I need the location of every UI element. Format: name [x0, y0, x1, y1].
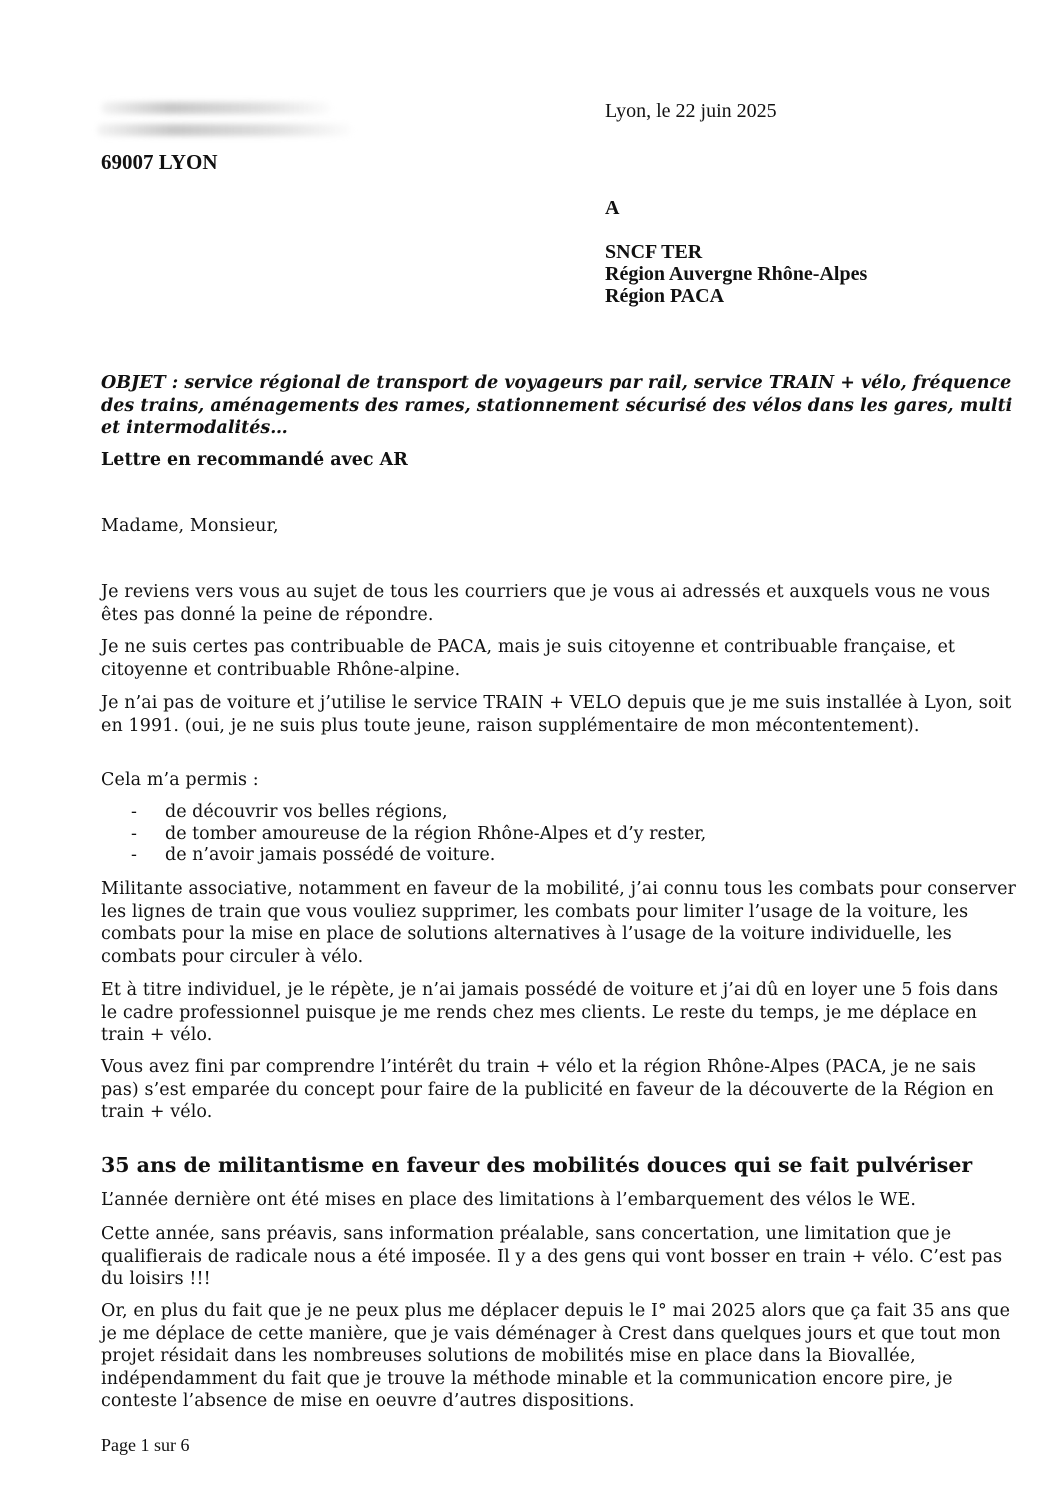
body-paragraph: Je reviens vers vous au sujet de tous les courriers que je vous ai adressés et auxquels vous ne vous êtes pas donné la peine de répondre.	[101, 582, 991, 625]
bullet-item	[101, 845, 1001, 867]
bullet-marker: -	[131, 845, 137, 865]
body-paragraph: Or, en plus du fait que je ne peux plus me déplacer depuis le I° mai 2025 alors que ça fait 35 ans que je me déplace de cette manière, que je vais déménager à Crest dans quelques jours et que tout mon projet résidait dans les nombreuses solutions de mobilités mise en place dans la Biovallée, indépendamment du fait que je trouve la méthode minable et la communication encore pire, je conteste l’absence de mise en oeuvre d’autres dispositions.	[101, 1301, 1011, 1411]
sender-city: 69007 LYON	[101, 150, 218, 174]
recipient-line: SNCF TER	[605, 241, 703, 263]
body-paragraph: Cela m’a permis :	[101, 770, 259, 790]
bullet-item	[101, 802, 1001, 824]
delivery-mode: Lettre en recommandé avec AR	[101, 450, 408, 470]
bullet-text: de n’avoir jamais possédé de voiture.	[165, 845, 496, 865]
bullet-text: de découvrir vos belles régions,	[165, 802, 448, 822]
body-paragraph: Je n’ai pas de voiture et j’utilise le service TRAIN + VELO depuis que je me suis installée à Lyon, soit en 1991. (oui, je ne suis plus toute jeune, raison supplémentaire de mon mécontentement).	[101, 693, 1012, 736]
subject-line: OBJET : service régional de transport de voyageurs par rail, service TRAIN + vélo, fréquence des trains, aménagements des rames, stationnement sécurisé des vélos dans les gares, multi et intermodalités…	[101, 373, 1013, 438]
date-line: Lyon, le 22 juin 2025	[605, 100, 777, 122]
bullet-marker: -	[131, 823, 137, 844]
bullet-item	[101, 824, 1001, 846]
bullet-marker: -	[131, 802, 137, 822]
page-number: Page 1 sur 6	[101, 1435, 190, 1455]
section-heading: 35 ans de militantisme en faveur des mobilités douces qui se fait pulvériser	[101, 1153, 973, 1177]
body-paragraph: Cette année, sans préavis, sans information préalable, sans concertation, une limitation que je qualifierais de radicale nous a été imposée. Il y a des gens qui vont bosser en train + vélo. C’est pas du loisirs !!!	[101, 1224, 1003, 1289]
bullet-list	[101, 802, 1001, 867]
recipient-line: Région Auvergne Rhône-Alpes	[605, 263, 868, 285]
body-paragraph: Je ne suis certes pas contribuable de PACA, mais je suis citoyenne et contribuable française, et citoyenne et contribuable Rhône-alpine.	[101, 637, 956, 680]
salutation: Madame, Monsieur,	[101, 516, 279, 536]
body-paragraph: Et à titre individuel, je le répète, je n’ai jamais possédé de voiture et j’ai dû en loyer une 5 fois dans le cadre professionnel puisque je me rends chez mes clients. Le reste du temps, je me déplace en train + vélo.	[101, 980, 999, 1045]
redacted-line	[97, 124, 352, 136]
body-paragraph: Militante associative, notamment en faveur de la mobilité, j’ai connu tous les combats pour conserver les lignes de train que vous vouliez supprimer, les combats pour limiter l’usage de la voiture, les combats pour la mise en place de solutions alternatives à l’usage de la voiture individuelle, les combats pour circuler à vélo.	[101, 879, 1017, 967]
body-paragraph: Vous avez fini par comprendre l’intérêt du train + vélo et la région Rhône-Alpes (PACA, je ne sais pas) s’est emparée du concept pour faire de la publicité en faveur de la découverte de la Région en train + vélo.	[101, 1057, 994, 1122]
recipient-line: Région PACA	[605, 285, 725, 307]
recipient-to-label: A	[605, 197, 620, 219]
bullet-text: de tomber amoureuse de la région Rhône-Alpes et d’y rester,	[165, 823, 707, 844]
body-paragraph: L’année dernière ont été mises en place des limitations à l’embarquement des vélos le WE.	[101, 1190, 917, 1210]
redacted-line	[101, 102, 331, 114]
